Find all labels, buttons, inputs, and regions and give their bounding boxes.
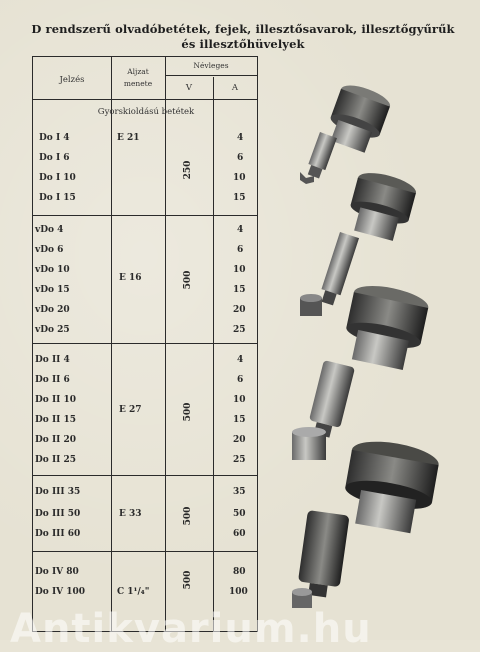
ampere-value: 10 [233,173,246,183]
table-row-designation: Do II 6 [35,375,70,385]
ampere-value: 20 [233,435,246,445]
ampere-value: 60 [233,529,246,539]
fuse-cartridge-large [296,510,349,599]
header-nevleges: Névleges [193,61,229,70]
table-row-designation: Do III 60 [35,529,81,539]
voltage-value: 500 [183,270,193,290]
fuse-cartridge-small [305,132,337,180]
header-rule [33,99,257,100]
watermark: Antikvarium.hu [10,606,372,652]
table-row-designation: vDo 15 [35,285,70,295]
table-row-designation: Do II 15 [35,415,77,425]
ampere-value: 6 [237,375,244,385]
table-row-designation: vDo 6 [35,245,64,255]
ampere-value: 20 [233,305,246,315]
title-line-1: D rendszerű olvadóbetétek, fejek, illesztősavarok, illesztőgyűrűk [31,22,455,36]
thread-size: E 21 [117,133,140,143]
group-rule [33,475,257,476]
gauge-ring-small [300,294,322,316]
table-row-designation: Do I 10 [39,173,76,183]
ampere-value: 25 [233,455,246,465]
fuse-head-xlarge [339,436,441,536]
ampere-value: 4 [237,133,244,143]
table-row-designation: vDo 4 [35,225,64,235]
table-row-designation: vDo 20 [35,305,70,315]
ampere-value: 4 [237,225,244,235]
table-row-designation: Do II 4 [35,355,70,365]
section-subheading: Gyorskioldású betétek [97,107,195,117]
gauge-ring-large [292,588,312,608]
ampere-value: 10 [233,395,246,405]
voltage-value: 500 [183,402,193,422]
fuse-components-illustration [262,60,472,620]
table-row-designation: Do III 35 [35,487,81,497]
group-rule [33,551,257,552]
ampere-value: 80 [233,567,246,577]
thread-size: C 1¹/₄" [117,587,150,597]
header-rule [165,75,257,76]
table-row-designation: Do II 25 [35,455,77,465]
header-aljzat-2: menete [123,79,153,88]
table-row-designation: Do II 10 [35,395,77,405]
ampere-value: 10 [233,265,246,275]
table-row-designation: Do IV 100 [35,587,86,597]
gauge-sleeve-medium [292,427,326,460]
header-aljzat-1: Aljzat [127,67,149,76]
fuse-table [32,56,258,632]
voltage-value: 500 [183,506,193,526]
table-row-designation: Do IV 80 [35,567,79,577]
header-a: A [231,83,239,93]
title-line-2: és illesztőhüvelyek [181,37,305,51]
table-row-designation: Do III 50 [35,509,81,519]
page-title [18,22,468,52]
ampere-value: 100 [229,587,248,597]
fuse-head-large [340,280,431,372]
group-rule [33,215,257,216]
table-row-designation: vDo 25 [35,325,70,335]
column-rule [213,77,214,631]
ampere-value: 35 [233,487,246,497]
ampere-value: 25 [233,325,246,335]
fuse-head-medium [344,168,418,243]
table-row-designation: vDo 10 [35,265,70,275]
group-rule [33,343,257,344]
ampere-value: 15 [233,193,246,203]
voltage-value: 500 [183,570,193,590]
thread-size: E 33 [119,509,142,519]
ampere-value: 50 [233,509,246,519]
fuse-cartridge-long [318,232,359,307]
header-v: V [185,83,193,93]
table-row-designation: Do II 20 [35,435,77,445]
ampere-value: 4 [237,355,244,365]
table-row-designation: Do I 4 [39,133,70,143]
thread-size: E 27 [119,405,142,415]
ampere-value: 6 [237,245,244,255]
table-row-designation: Do I 15 [39,193,76,203]
ampere-value: 6 [237,153,244,163]
header-jelzes: Jelzés [59,75,85,85]
thread-size: E 16 [119,273,142,283]
ampere-value: 15 [233,285,246,295]
table-row-designation: Do I 6 [39,153,70,163]
ampere-value: 15 [233,415,246,425]
voltage-value: 250 [183,160,193,180]
